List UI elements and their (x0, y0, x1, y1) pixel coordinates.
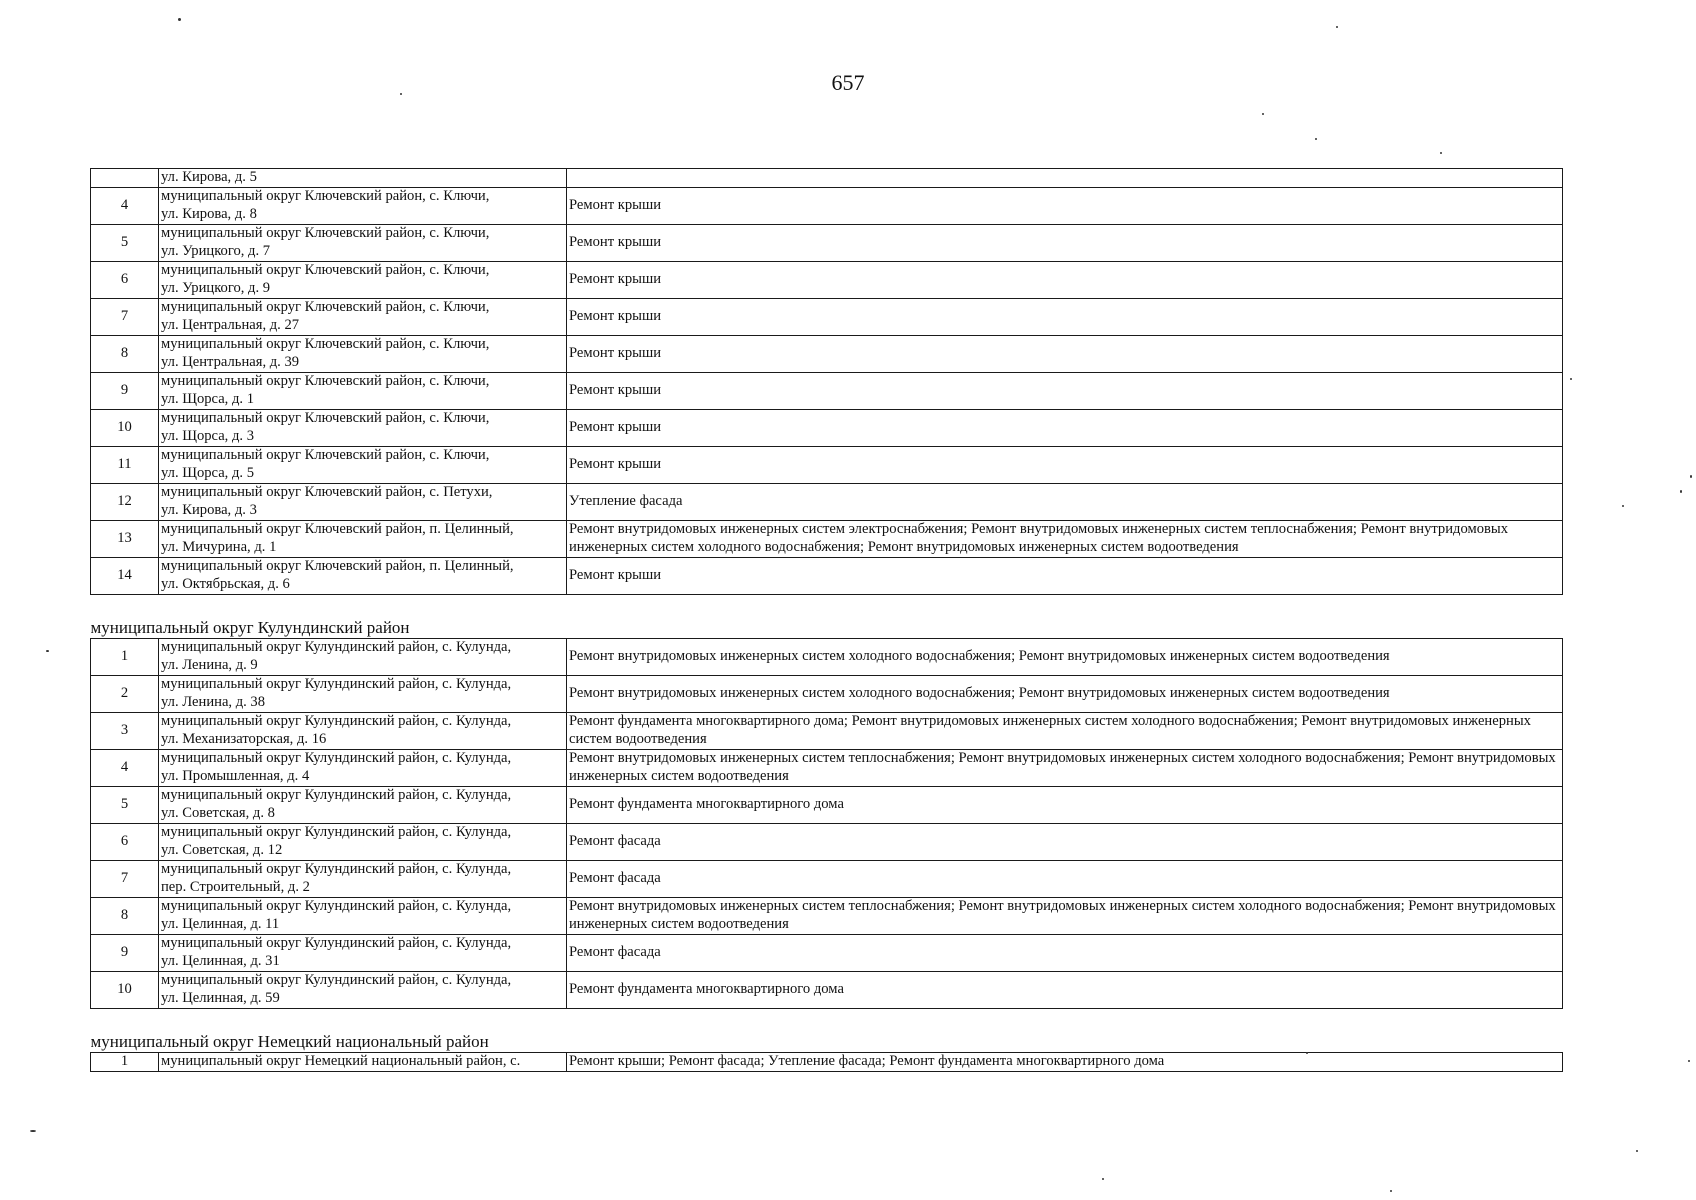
scan-speck (1570, 378, 1572, 380)
works-cell: Ремонт внутридомовых инженерных систем холодного водоснабжения; Ремонт внутридомовых инженерных систем водоотведения (567, 638, 1563, 675)
address-line: ул. Целинная, д. 31 (161, 952, 280, 969)
row-number-cell: 11 (91, 446, 159, 483)
address-cell (159, 169, 567, 188)
address-line: ул. Ленина, д. 38 (161, 693, 266, 710)
scan-speck (1102, 1178, 1104, 1180)
address-line: ул. Механизаторская, д. 16 (161, 730, 327, 747)
table-row (91, 224, 1563, 261)
section-title: муниципальный округ Кулундинский район (91, 594, 1563, 638)
address-line: ул. Целинная, д. 59 (161, 989, 280, 1006)
works-cell: Ремонт внутридомовых инженерных систем холодного водоснабжения; Ремонт внутридомовых инженерных систем водоотведения (567, 675, 1563, 712)
address-line: муниципальный округ Кулундинский район, с. Кулунда, (161, 639, 512, 655)
table-row (91, 409, 1563, 446)
row-number-cell: 10 (91, 971, 159, 1008)
page-number: 657 (831, 70, 865, 95)
address-line: ул. Кирова, д. 5 (161, 169, 257, 185)
scan-speck (1622, 505, 1624, 507)
address-cell (159, 224, 567, 261)
address-line: ул. Центральная, д. 27 (161, 316, 300, 333)
row-number-cell: 9 (91, 934, 159, 971)
row-number-cell: 5 (91, 224, 159, 261)
table-row (91, 557, 1563, 594)
address-line: муниципальный округ Ключевский район, с. Ключи, (161, 410, 490, 426)
address-line: ул. Советская, д. 12 (161, 841, 283, 858)
scan-speck (1690, 475, 1692, 478)
address-line: муниципальный округ Кулундинский район, с. Кулунда, (161, 713, 512, 729)
works-cell: Ремонт крыши (567, 335, 1563, 372)
table-row (91, 483, 1563, 520)
works-cell: Ремонт внутридомовых инженерных систем теплоснабжения; Ремонт внутридомовых инженерных систем холодного водоснабжения; Ремонт внутридомовых инженерных систем водоотведения (567, 897, 1563, 934)
works-cell: Ремонт внутридомовых инженерных систем теплоснабжения; Ремонт внутридомовых инженерных систем холодного водоснабжения; Ремонт внутридомовых инженерных систем водоотведения (567, 749, 1563, 786)
address-line: муниципальный округ Ключевский район, с. Ключи, (161, 262, 490, 278)
address-line: ул. Щорса, д. 1 (161, 390, 254, 407)
row-number-cell: 4 (91, 187, 159, 224)
works-cell: Ремонт крыши (567, 187, 1563, 224)
address-cell (159, 446, 567, 483)
works-cell: Ремонт фасада (567, 934, 1563, 971)
scan-speck (1336, 26, 1338, 28)
row-number-cell: 12 (91, 483, 159, 520)
address-cell (159, 409, 567, 446)
row-number-cell: 7 (91, 298, 159, 335)
works-cell: Ремонт крыши (567, 261, 1563, 298)
row-number-cell (91, 169, 159, 188)
table-row (91, 675, 1563, 712)
address-line: ул. Кирова, д. 3 (161, 501, 257, 518)
scan-speck (1688, 1060, 1690, 1062)
address-line: ул. Целинная, д. 11 (161, 915, 280, 932)
address-line: ул. Ленина, д. 9 (161, 656, 258, 673)
table-row (91, 860, 1563, 897)
row-number-cell: 4 (91, 749, 159, 786)
scan-speck (1680, 490, 1682, 493)
address-cell (159, 860, 567, 897)
address-line: муниципальный округ Ключевский район, с. Ключи, (161, 373, 490, 389)
address-cell (159, 823, 567, 860)
row-number-cell: 8 (91, 897, 159, 934)
address-cell (159, 520, 567, 557)
row-number-cell: 14 (91, 557, 159, 594)
works-cell: Ремонт фасада (567, 823, 1563, 860)
table-row (91, 335, 1563, 372)
document-sheet (90, 168, 1562, 1072)
table-row (91, 749, 1563, 786)
address-line: муниципальный округ Ключевский район, с. Ключи, (161, 188, 490, 204)
address-line: ул. Промышленная, д. 4 (161, 767, 310, 784)
table-row (91, 187, 1563, 224)
section-title: муниципальный округ Немецкий национальный район (91, 1008, 1563, 1052)
address-line: муниципальный округ Ключевский район, п. Целинный, (161, 521, 514, 537)
row-number-cell: 8 (91, 335, 159, 372)
address-line: муниципальный округ Кулундинский район, с. Кулунда, (161, 898, 512, 914)
address-line: ул. Октябрьская, д. 6 (161, 575, 290, 592)
scan-speck (178, 18, 181, 21)
works-cell: Ремонт крыши (567, 557, 1563, 594)
row-number-cell: 2 (91, 675, 159, 712)
address-line: муниципальный округ Ключевский район, с. Петухи, (161, 484, 493, 500)
works-cell: Ремонт фундамента многоквартирного дома (567, 971, 1563, 1008)
table-row (91, 971, 1563, 1008)
address-line: муниципальный округ Ключевский район, с. Ключи, (161, 447, 490, 463)
works-cell (567, 169, 1563, 188)
address-cell (159, 971, 567, 1008)
address-cell (159, 261, 567, 298)
address-cell (159, 298, 567, 335)
address-line: муниципальный округ Ключевский район, с. Ключи, (161, 299, 490, 315)
works-cell: Ремонт фасада (567, 860, 1563, 897)
address-line: муниципальный округ Кулундинский район, с. Кулунда, (161, 750, 512, 766)
address-cell (159, 638, 567, 675)
scan-speck (1315, 138, 1317, 140)
address-line: муниципальный округ Ключевский район, с. Ключи, (161, 225, 490, 241)
row-number-cell: 10 (91, 409, 159, 446)
address-line: муниципальный округ Кулундинский район, с. Кулунда, (161, 787, 512, 803)
row-number-cell: 5 (91, 786, 159, 823)
table-row (91, 169, 1563, 188)
repair-registry-table (90, 168, 1563, 1072)
address-cell (159, 712, 567, 749)
works-cell: Ремонт крыши (567, 372, 1563, 409)
scan-speck (1440, 152, 1442, 154)
address-line: муниципальный округ Кулундинский район, с. Кулунда, (161, 676, 512, 692)
works-cell: Ремонт крыши (567, 224, 1563, 261)
address-line: муниципальный округ Ключевский район, с. Ключи, (161, 336, 490, 352)
address-cell (159, 372, 567, 409)
scan-speck (1262, 113, 1264, 115)
scan-speck (1636, 1150, 1638, 1152)
address-line: муниципальный округ Ключевский район, п. Целинный, (161, 558, 514, 574)
table-row (91, 786, 1563, 823)
address-line: ул. Мичурина, д. 1 (161, 538, 277, 555)
table-row (91, 520, 1563, 557)
row-number-cell: 1 (91, 638, 159, 675)
table-row (91, 298, 1563, 335)
scan-speck (1306, 1052, 1308, 1054)
address-line: ул. Урицкого, д. 9 (161, 279, 271, 296)
address-line: муниципальный округ Немецкий национальный район, с. (161, 1052, 521, 1069)
address-line: муниципальный округ Кулундинский район, с. Кулунда, (161, 935, 512, 951)
registry-body (91, 169, 1563, 1072)
address-cell (159, 897, 567, 934)
table-row (91, 934, 1563, 971)
works-cell: Ремонт крыши (567, 409, 1563, 446)
address-cell (159, 335, 567, 372)
scan-speck (1390, 1190, 1392, 1192)
address-cell (159, 1052, 567, 1071)
table-row (91, 372, 1563, 409)
table-row (91, 712, 1563, 749)
works-cell: Утепление фасада (567, 483, 1563, 520)
scan-speck (30, 1130, 36, 1132)
address-cell (159, 786, 567, 823)
address-cell (159, 749, 567, 786)
address-cell (159, 483, 567, 520)
row-number-cell: 6 (91, 261, 159, 298)
row-number-cell: 1 (91, 1052, 159, 1071)
address-line: муниципальный округ Кулундинский район, с. Кулунда, (161, 824, 512, 840)
table-row (91, 1052, 1563, 1071)
works-cell: Ремонт крыши (567, 298, 1563, 335)
table-row (91, 897, 1563, 934)
address-line: ул. Советская, д. 8 (161, 804, 275, 821)
table-row (91, 823, 1563, 860)
table-row (91, 261, 1563, 298)
table-row (91, 446, 1563, 483)
row-number-cell: 3 (91, 712, 159, 749)
address-line: муниципальный округ Кулундинский район, с. Кулунда, (161, 861, 512, 877)
row-number-cell: 9 (91, 372, 159, 409)
scan-speck (400, 93, 402, 95)
address-line: ул. Щорса, д. 5 (161, 464, 254, 481)
works-cell: Ремонт внутридомовых инженерных систем электроснабжения; Ремонт внутридомовых инженерных систем теплоснабжения; Ремонт внутридомовых инженерных систем холодного водоснабжения; Ремонт внутридомовых инженерных систем водоотведения (567, 520, 1563, 557)
row-number-cell: 6 (91, 823, 159, 860)
address-line: ул. Центральная, д. 39 (161, 353, 300, 370)
address-cell (159, 557, 567, 594)
works-cell: Ремонт крыши (567, 446, 1563, 483)
address-cell (159, 675, 567, 712)
address-line: ул. Кирова, д. 8 (161, 205, 257, 222)
address-cell (159, 187, 567, 224)
address-line: ул. Урицкого, д. 7 (161, 242, 271, 259)
table-row (91, 638, 1563, 675)
works-cell: Ремонт крыши; Ремонт фасада; Утепление фасада; Ремонт фундамента многоквартирного дома (567, 1052, 1563, 1071)
row-number-cell: 7 (91, 860, 159, 897)
section-header-row (91, 1008, 1563, 1052)
address-line: ул. Щорса, д. 3 (161, 427, 254, 444)
address-cell (159, 934, 567, 971)
scan-speck (46, 650, 49, 652)
address-line: муниципальный округ Кулундинский район, с. Кулунда, (161, 972, 512, 988)
works-cell: Ремонт фундамента многоквартирного дома; Ремонт внутридомовых инженерных систем холодного водоснабжения; Ремонт внутридомовых инженерных систем водоотведения (567, 712, 1563, 749)
row-number-cell: 13 (91, 520, 159, 557)
section-header-row (91, 594, 1563, 638)
address-line: пер. Строительный, д. 2 (161, 878, 310, 895)
works-cell: Ремонт фундамента многоквартирного дома (567, 786, 1563, 823)
